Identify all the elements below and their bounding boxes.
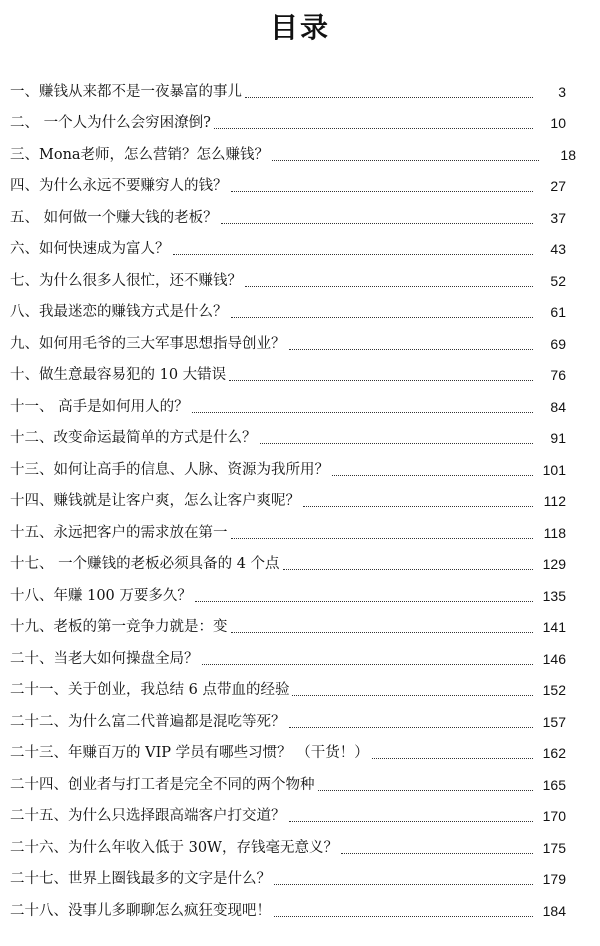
toc-page-number: 10 [550,115,566,132]
dot-leader [274,873,533,885]
toc-entry[interactable] [10,517,566,549]
toc-page-number: 118 [543,524,566,541]
toc-entry[interactable] [10,297,566,329]
toc-page-number: 165 [542,776,566,793]
dot-leader [221,212,533,224]
toc-entry[interactable] [10,895,566,927]
dot-leader [173,243,534,255]
toc-entry[interactable] [10,643,566,675]
toc-entry[interactable] [10,139,576,171]
toc-page-number: 52 [550,272,566,289]
toc-entry-title: 二十八、没事儿多聊聊怎么疯狂变现吧！ [10,902,271,919]
toc-page-number: 69 [550,335,566,352]
dot-leader [289,338,534,350]
toc-entry-title: 十一、 高手是如何用人的？ [10,398,189,415]
dot-leader [245,275,533,287]
toc-page-number: 170 [542,808,566,825]
dot-leader [214,117,533,129]
toc-entry-title: 十三、如何让高手的信息、人脉、资源为我所用？ [10,461,329,478]
toc-entry[interactable] [10,864,566,896]
toc-page-number: 179 [542,871,566,888]
toc-entry[interactable] [10,202,566,234]
dot-leader [303,495,533,507]
toc-entry[interactable] [10,454,566,486]
toc-entry[interactable] [10,832,566,864]
toc-entry-title: 十、做生意最容易犯的 10 大错误 [10,367,227,384]
toc-entry[interactable] [10,738,566,770]
toc-entry[interactable] [10,580,566,612]
toc-entry-title: 七、为什么很多人很忙，还不赚钱？ [10,272,242,289]
toc-page-number: 175 [542,839,566,856]
dot-leader [292,684,533,696]
toc-entry[interactable] [10,76,566,108]
toc-page-number: 112 [543,493,566,510]
dot-leader [289,810,534,822]
toc-page-number: 76 [550,367,566,384]
toc-entry[interactable] [10,108,566,140]
toc-entry[interactable] [10,486,566,518]
toc-entry-title: 一、赚钱从来都不是一夜暴富的事儿 [10,83,242,100]
toc-entry-title: 二十七、世界上圈钱最多的文字是什么？ [10,871,271,888]
toc-page-number: 27 [550,178,566,195]
toc-entry[interactable] [10,171,566,203]
dot-leader [231,306,534,318]
toc-entry-title: 六、如何快速成为富人？ [10,241,170,258]
toc-page-number: 135 [542,587,566,604]
dot-leader [231,621,534,633]
toc-entry-title: 五、 如何做一个赚大钱的老板？ [10,209,218,226]
toc-page-number: 157 [542,713,566,730]
dot-leader [231,527,534,539]
toc-entry-title: 九、如何用毛爷的三大军事思想指导创业？ [10,335,286,352]
toc-entry[interactable] [10,612,566,644]
toc-entry-title: 十九、老板的第一竞争力就是：变 [10,619,228,636]
toc-entry[interactable] [10,801,566,833]
page-title: 目录 [269,11,330,44]
dot-leader [192,401,533,413]
toc-entry-title: 十七、 一个赚钱的老板必须具备的 4 个点 [10,556,280,573]
toc-page-number: 101 [542,461,566,478]
toc-entry-title: 四、为什么永远不要赚穷人的钱？ [10,178,228,195]
toc-page-number: 61 [550,304,566,321]
toc-page-number: 37 [550,209,566,226]
dot-leader [318,779,534,791]
toc-page-number: 129 [542,556,566,573]
toc-entry[interactable] [10,706,566,738]
toc-entry-title: 二十四、创业者与打工者是完全不同的两个物种 [10,776,315,793]
toc-entry-title: 二十、当老大如何操盘全局？ [10,650,199,667]
toc-page-number: 184 [542,902,566,919]
toc-page-number: 43 [550,241,566,258]
toc-entry-title: 二十五、为什么只选择跟高端客户打交道？ [10,808,286,825]
toc-entry-title: 十八、年赚 100 万要多久？ [10,587,192,604]
dot-leader [195,590,533,602]
toc-entry-title: 二、 一个人为什么会穷困潦倒? [10,115,211,132]
table-of-contents [10,76,576,927]
toc-entry[interactable] [10,265,566,297]
dot-leader [283,558,533,570]
dot-leader [202,653,534,665]
toc-entry-title: 二十一、关于创业，我总结 6 点带血的经验 [10,682,290,699]
toc-entry[interactable] [10,769,566,801]
toc-page-number: 152 [542,682,566,699]
toc-entry-title: 二十三、年赚百万的 VIP 学员有哪些习惯？ （干货！） [10,745,369,762]
dot-leader [341,842,533,854]
toc-page-number: 141 [542,619,566,636]
dot-leader [260,432,534,444]
dot-leader [332,464,533,476]
toc-entry[interactable] [10,328,566,360]
toc-entry[interactable] [10,360,566,392]
toc-entry-title: 十二、改变命运最简单的方式是什么？ [10,430,257,447]
toc-entry[interactable] [10,234,566,266]
toc-entry[interactable] [10,675,566,707]
toc-entry[interactable] [10,391,566,423]
dot-leader [245,86,533,98]
toc-entry-title: 二十六、为什么年收入低于 30W，存钱毫无意义？ [10,839,338,856]
toc-entry[interactable] [10,549,566,581]
dot-leader [274,905,533,917]
toc-entry-title: 二十二、为什么富二代普遍都是混吃等死？ [10,713,286,730]
toc-page-number: 18 [560,146,576,163]
toc-page-number: 162 [542,745,566,762]
dot-leader [289,716,534,728]
toc-page-number: 3 [558,83,566,100]
toc-entry-title: 十五、永远把客户的需求放在第一 [10,524,228,541]
toc-page-number: 84 [550,398,566,415]
toc-page-number: 146 [542,650,566,667]
toc-page-number: 91 [550,430,566,447]
toc-entry-title: 十四、赚钱就是让客户爽，怎么让客户爽呢？ [10,493,300,510]
dot-leader [372,747,533,759]
toc-entry-title: 八、我最迷恋的赚钱方式是什么？ [10,304,228,321]
dot-leader [229,369,533,381]
toc-entry-title: 三、Mona老师，怎么营销？怎么赚钱？ [10,146,270,163]
dot-leader [272,149,539,161]
dot-leader [231,180,534,192]
toc-entry[interactable] [10,423,566,455]
